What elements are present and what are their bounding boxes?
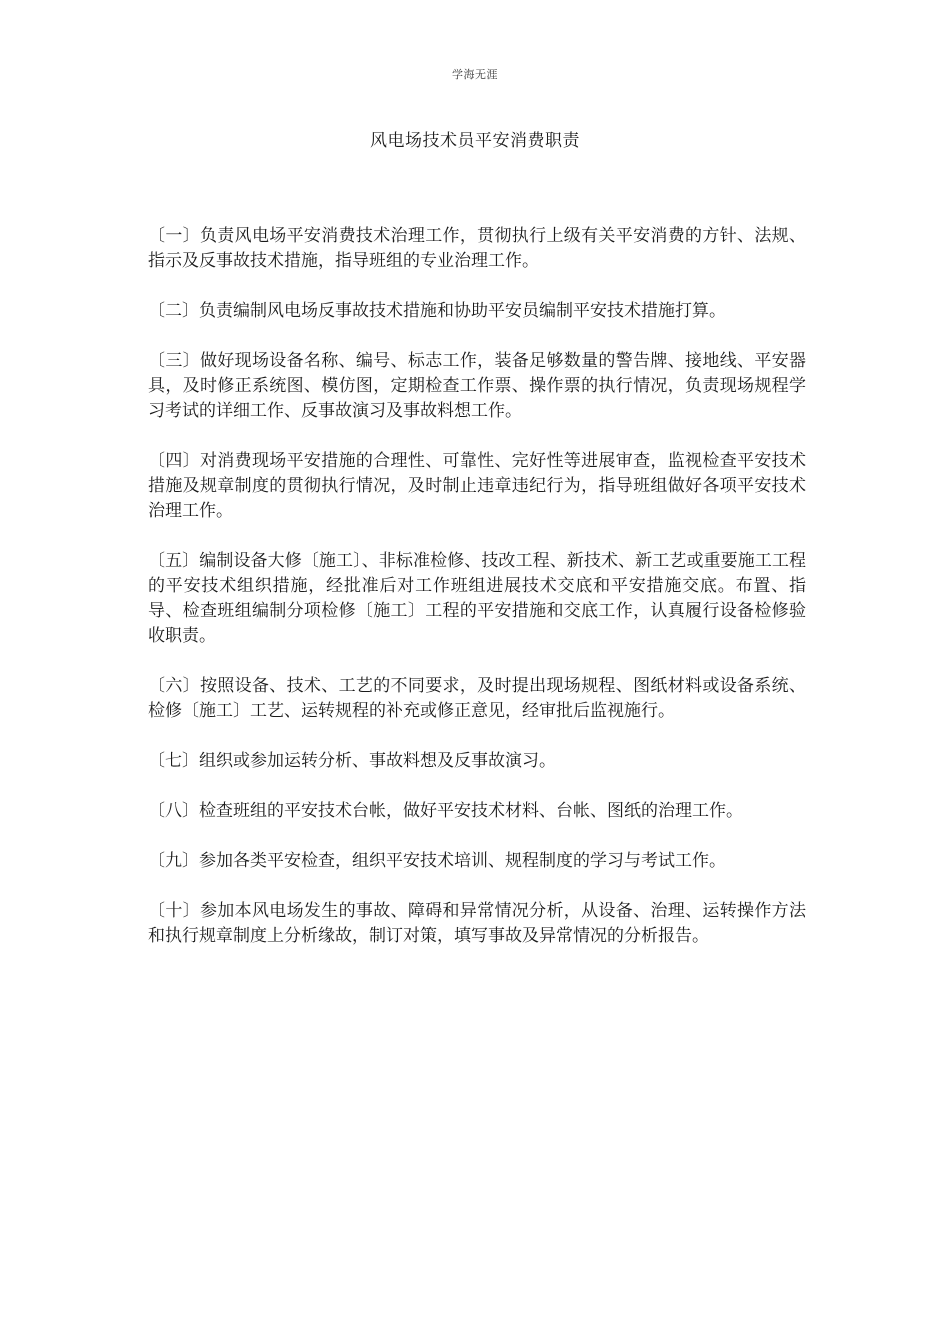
paragraph-6: 〔六〕按照设备、技术、工艺的不同要求，及时提出现场规程、图纸材料或设备系统、检修〔施工〕工艺、运转规程的补充或修正意见，经审批后监视施行。: [148, 676, 806, 721]
paragraph-1: 〔一〕负责风电场平安消费技术治理工作，贯彻执行上级有关平安消费的方针、法规、指示及反事故技术措施，指导班组的专业治理工作。: [148, 226, 806, 271]
document-body: [148, 224, 806, 974]
paragraph-5: 〔五〕编制设备大修〔施工〕、非标准检修、技改工程、新技术、新工艺或重要施工工程的平安技术组织措施，经批准后对工作班组进展技术交底和平安措施交底。布置、指导、检查班组编制分项检修〔施工〕工程的平安措施和交底工作，认真履行设备检修验收职责。: [148, 551, 806, 646]
paragraph-2: 〔二〕负责编制风电场反事故技术措施和协助平安员编制平安技术措施打算。: [148, 301, 726, 321]
document-title: 风电场技术员平安消费职责: [370, 131, 580, 151]
paragraph-4: 〔四〕对消费现场平安措施的合理性、可靠性、完好性等进展审查，监视检查平安技术措施及规章制度的贯彻执行情况，及时制止违章违纪行为，指导班组做好各项平安技术治理工作。: [148, 451, 806, 521]
paragraph-8: 〔八〕检查班组的平安技术台帐，做好平安技术材料、台帐、图纸的治理工作。: [148, 801, 743, 821]
paragraph-10: 〔十〕参加本风电场发生的事故、障碍和异常情况分析，从设备、治理、运转操作方法和执行规章制度上分析缘故，制订对策，填写事故及异常情况的分析报告。: [148, 901, 806, 946]
paragraph-7: 〔七〕组织或参加运转分析、事故料想及反事故演习。: [148, 751, 556, 771]
paragraph-3: 〔三〕做好现场设备名称、编号、标志工作，装备足够数量的警告牌、接地线、平安器具，及时修正系统图、模仿图，定期检查工作票、操作票的执行情况，负责现场规程学习考试的详细工作、反事故演习及事故料想工作。: [148, 351, 806, 421]
paragraph-9: 〔九〕参加各类平安检查，组织平安技术培训、规程制度的学习与考试工作。: [148, 851, 726, 871]
page-header: 学海无涯: [452, 68, 498, 81]
